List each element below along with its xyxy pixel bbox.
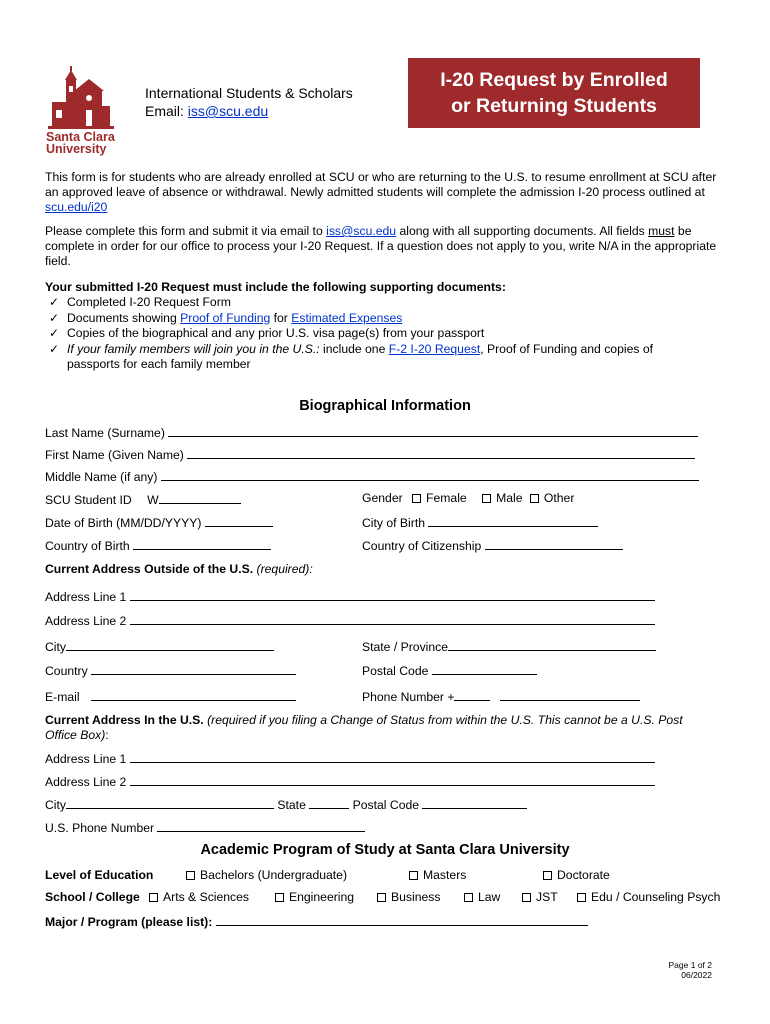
school-option-arts: [149, 890, 249, 904]
option-label: JST: [536, 890, 558, 904]
gender-other-checkbox[interactable]: [530, 494, 539, 503]
school-option-law: [464, 890, 500, 904]
form-title-banner: [408, 58, 700, 128]
abroad-postal-input[interactable]: [432, 662, 537, 675]
section-heading: Current Address In the U.S.: [45, 713, 204, 727]
city-of-birth-input[interactable]: [428, 514, 598, 527]
list-item-text: include one: [319, 341, 389, 356]
instructions-text: Please complete this form and submit it via email to: [45, 224, 327, 238]
middle-name-field: [45, 468, 699, 484]
country-of-birth-input[interactable]: [133, 537, 271, 550]
list-item-text: , Proof of Funding and copies of: [480, 341, 653, 356]
field-label: First Name (Given Name): [45, 448, 184, 462]
option-label: Arts & Sciences: [163, 890, 250, 904]
option-label: Other: [543, 491, 575, 505]
us-state-input[interactable]: [309, 796, 349, 809]
list-item-text: If your family members will join you in the U.S.:: [67, 341, 320, 356]
us-postal-input[interactable]: [422, 796, 527, 809]
field-label: Postal Code: [352, 798, 420, 812]
abroad-address2-field: [45, 612, 655, 628]
form-date: 06/2022: [681, 970, 712, 980]
org-name: International Students & Scholars: [145, 85, 353, 101]
field-label: Address Line 1: [45, 590, 127, 604]
gender-male-checkbox[interactable]: [482, 494, 491, 503]
school-option-business: [377, 890, 440, 904]
abroad-postal-field: [362, 662, 537, 678]
instructions-paragraph: [45, 224, 725, 269]
school-business-checkbox[interactable]: [377, 893, 386, 902]
list-item: [49, 342, 653, 358]
iss-email-link[interactable]: iss@scu.edu: [326, 224, 397, 238]
school-engineering-checkbox[interactable]: [275, 893, 284, 902]
us-address1-field: [45, 750, 655, 766]
student-id-prefix: W: [147, 493, 159, 507]
major-field: [45, 913, 588, 929]
us-address2-field: [45, 773, 655, 789]
middle-name-input[interactable]: [161, 468, 699, 481]
level-doctorate-checkbox[interactable]: [543, 871, 552, 880]
required-note: (required):: [256, 562, 313, 576]
us-address-note: (required if you filing a Change of Status from within the U.S. This cannot be a U.S. Post: [207, 713, 683, 727]
level-option-masters: [409, 868, 466, 882]
country-of-citizenship-input[interactable]: [485, 537, 623, 550]
first-name-input[interactable]: [187, 446, 695, 459]
school-law-checkbox[interactable]: [464, 893, 473, 902]
us-phone-input[interactable]: [157, 819, 365, 832]
field-label: Last Name (Surname): [45, 426, 165, 440]
field-label: Country: [45, 664, 88, 678]
school-label: School / College: [45, 890, 140, 904]
option-label: Masters: [423, 868, 467, 882]
scu-i20-link[interactable]: scu.edu/i20: [45, 200, 108, 214]
student-id-input[interactable]: [159, 491, 241, 504]
intro-paragraph: [45, 170, 725, 215]
school-edu-counseling-checkbox[interactable]: [577, 893, 586, 902]
list-item-text: passports for each family member: [67, 357, 251, 371]
level-option-doctorate: [543, 868, 610, 882]
abroad-phone-field: [362, 688, 640, 704]
us-address-note: Office Box): [45, 728, 106, 742]
checkmark-icon: ✓: [49, 326, 60, 340]
field-label: Country of Citizenship: [362, 539, 482, 553]
abroad-state-field: [362, 638, 656, 654]
academic-section-title: Academic Program of Study at Santa Clara University: [200, 842, 570, 858]
abroad-phone-input[interactable]: [500, 688, 640, 701]
list-item-text: Copies of the biographical and any prior U.S. visa page(s) from your passport: [67, 326, 485, 340]
country-of-citizenship-field: [362, 537, 623, 553]
university-logo: [46, 66, 116, 154]
major-input[interactable]: [216, 913, 588, 926]
logo-text: University: [46, 142, 107, 156]
first-name-field: [45, 446, 695, 462]
abroad-email-input[interactable]: [91, 688, 296, 701]
level-bachelors-checkbox[interactable]: [186, 871, 195, 880]
instructions-text: along with all supporting documents. All fields: [396, 224, 649, 238]
list-item: [49, 326, 653, 342]
documents-heading: Your submitted I-20 Request must include the following supporting documents:: [45, 280, 506, 294]
dob-field: [45, 514, 273, 530]
level-option-bachelors: [186, 868, 347, 882]
gender-female-checkbox[interactable]: [412, 494, 421, 503]
field-label: State / Province: [362, 640, 449, 654]
last-name-field: [45, 424, 698, 440]
abroad-address1-input[interactable]: [130, 588, 655, 601]
abroad-address1-field: [45, 588, 655, 604]
checkmark-icon: ✓: [49, 310, 60, 325]
dob-input[interactable]: [205, 514, 273, 527]
email-label: Email:: [145, 103, 188, 119]
us-address1-input[interactable]: [130, 750, 655, 763]
city-of-birth-field: [362, 514, 598, 530]
school-option-edu: [577, 890, 720, 904]
abroad-state-input[interactable]: [448, 638, 656, 651]
country-of-birth-field: [45, 537, 271, 553]
field-label: U.S. Phone Number: [45, 821, 155, 835]
logo-text: Santa Clara: [46, 130, 115, 144]
email-link[interactable]: iss@scu.edu: [187, 103, 269, 119]
abroad-country-input[interactable]: [91, 662, 296, 675]
proof-of-funding-link[interactable]: Proof of Funding: [180, 310, 271, 325]
biographical-section-title: Biographical Information: [299, 398, 471, 414]
address-us-heading: [45, 713, 683, 743]
option-label: Engineering: [289, 890, 355, 904]
field-label: City of Birth: [362, 516, 425, 530]
checkmark-icon: ✓: [49, 295, 60, 309]
section-heading: Current Address Outside of the U.S.: [45, 562, 254, 576]
us-address2-input[interactable]: [130, 773, 655, 786]
list-item: [49, 295, 653, 311]
option-label: Female: [426, 491, 467, 505]
field-label: Country of Birth: [45, 539, 130, 553]
estimated-expenses-link[interactable]: Estimated Expenses: [291, 310, 403, 325]
last-name-input[interactable]: [168, 424, 698, 437]
form-title-line: I-20 Request by Enrolled: [440, 69, 668, 91]
list-item-text: Completed I-20 Request Form: [67, 295, 231, 309]
student-id-field: [45, 491, 241, 507]
field-label: Address Line 1: [45, 752, 127, 766]
school-option-jst: [522, 890, 558, 904]
school-arts-sciences-checkbox[interactable]: [149, 893, 158, 902]
instructions-text: be complete in order for our office to process your I-20 Request. If a question does not apply to you, write N/A in the appropriate field.: [45, 224, 717, 268]
field-label: City: [45, 798, 66, 812]
list-item: [49, 311, 653, 327]
abroad-city-field: [45, 638, 274, 654]
abroad-phone-country-code-input[interactable]: [454, 688, 490, 701]
option-label: Business: [391, 890, 441, 904]
option-label: Doctorate: [557, 868, 610, 882]
abroad-email-field: [45, 688, 296, 704]
us-city-input[interactable]: [66, 796, 274, 809]
org-email-line: [145, 103, 268, 119]
list-item-text: Documents showing: [67, 310, 181, 325]
field-label: Date of Birth (MM/DD/YYYY): [45, 516, 202, 530]
school-jst-checkbox[interactable]: [522, 893, 531, 902]
field-label: Phone Number +: [362, 690, 455, 704]
us-city-state-postal-field: [45, 796, 527, 812]
abroad-address2-input[interactable]: [130, 612, 655, 625]
option-label: Edu / Counseling Psych: [591, 890, 721, 904]
gender-field: [362, 491, 574, 505]
us-address-note-colon: :: [105, 728, 109, 742]
list-item-continuation: [49, 357, 653, 373]
abroad-country-field: [45, 662, 296, 678]
list-item-text: for: [270, 310, 292, 325]
field-label: Major / Program (please list):: [45, 915, 213, 929]
option-label: Bachelors (Undergraduate): [200, 868, 348, 882]
field-label: SCU Student ID: [45, 493, 132, 507]
level-label: Level of Education: [45, 868, 154, 882]
field-label: Address Line 2: [45, 614, 127, 628]
field-label: Middle Name (if any): [45, 470, 158, 484]
level-masters-checkbox[interactable]: [409, 871, 418, 880]
documents-list: [49, 295, 653, 373]
us-phone-field: [45, 819, 365, 835]
mission-church-icon: [46, 66, 116, 130]
field-label: City: [45, 640, 66, 654]
must-emphasis: must: [648, 224, 675, 238]
form-title-line: or Returning Students: [451, 95, 657, 117]
option-label: Law: [478, 890, 501, 904]
option-label: Male: [496, 491, 523, 505]
f2-i20-request-link[interactable]: F-2 I-20 Request: [388, 341, 481, 356]
field-label: E-mail: [45, 690, 80, 704]
field-label: Gender: [362, 491, 403, 505]
abroad-city-input[interactable]: [66, 638, 274, 651]
checkmark-icon: ✓: [49, 341, 60, 356]
intro-text: This form is for students who are already enrolled at SCU or who are returning to the U.S. to resume enrollment at SCU after an approved leave of absence or withdrawal. Newly admitted students will complete the admission I-20 process outlined at: [45, 170, 717, 199]
field-label: State: [277, 798, 306, 812]
field-label: Address Line 2: [45, 775, 127, 789]
school-option-engineering: [275, 890, 354, 904]
field-label: Postal Code: [362, 664, 429, 678]
page-number: Page 1 of 2: [668, 960, 712, 970]
address-abroad-heading: [45, 562, 313, 576]
